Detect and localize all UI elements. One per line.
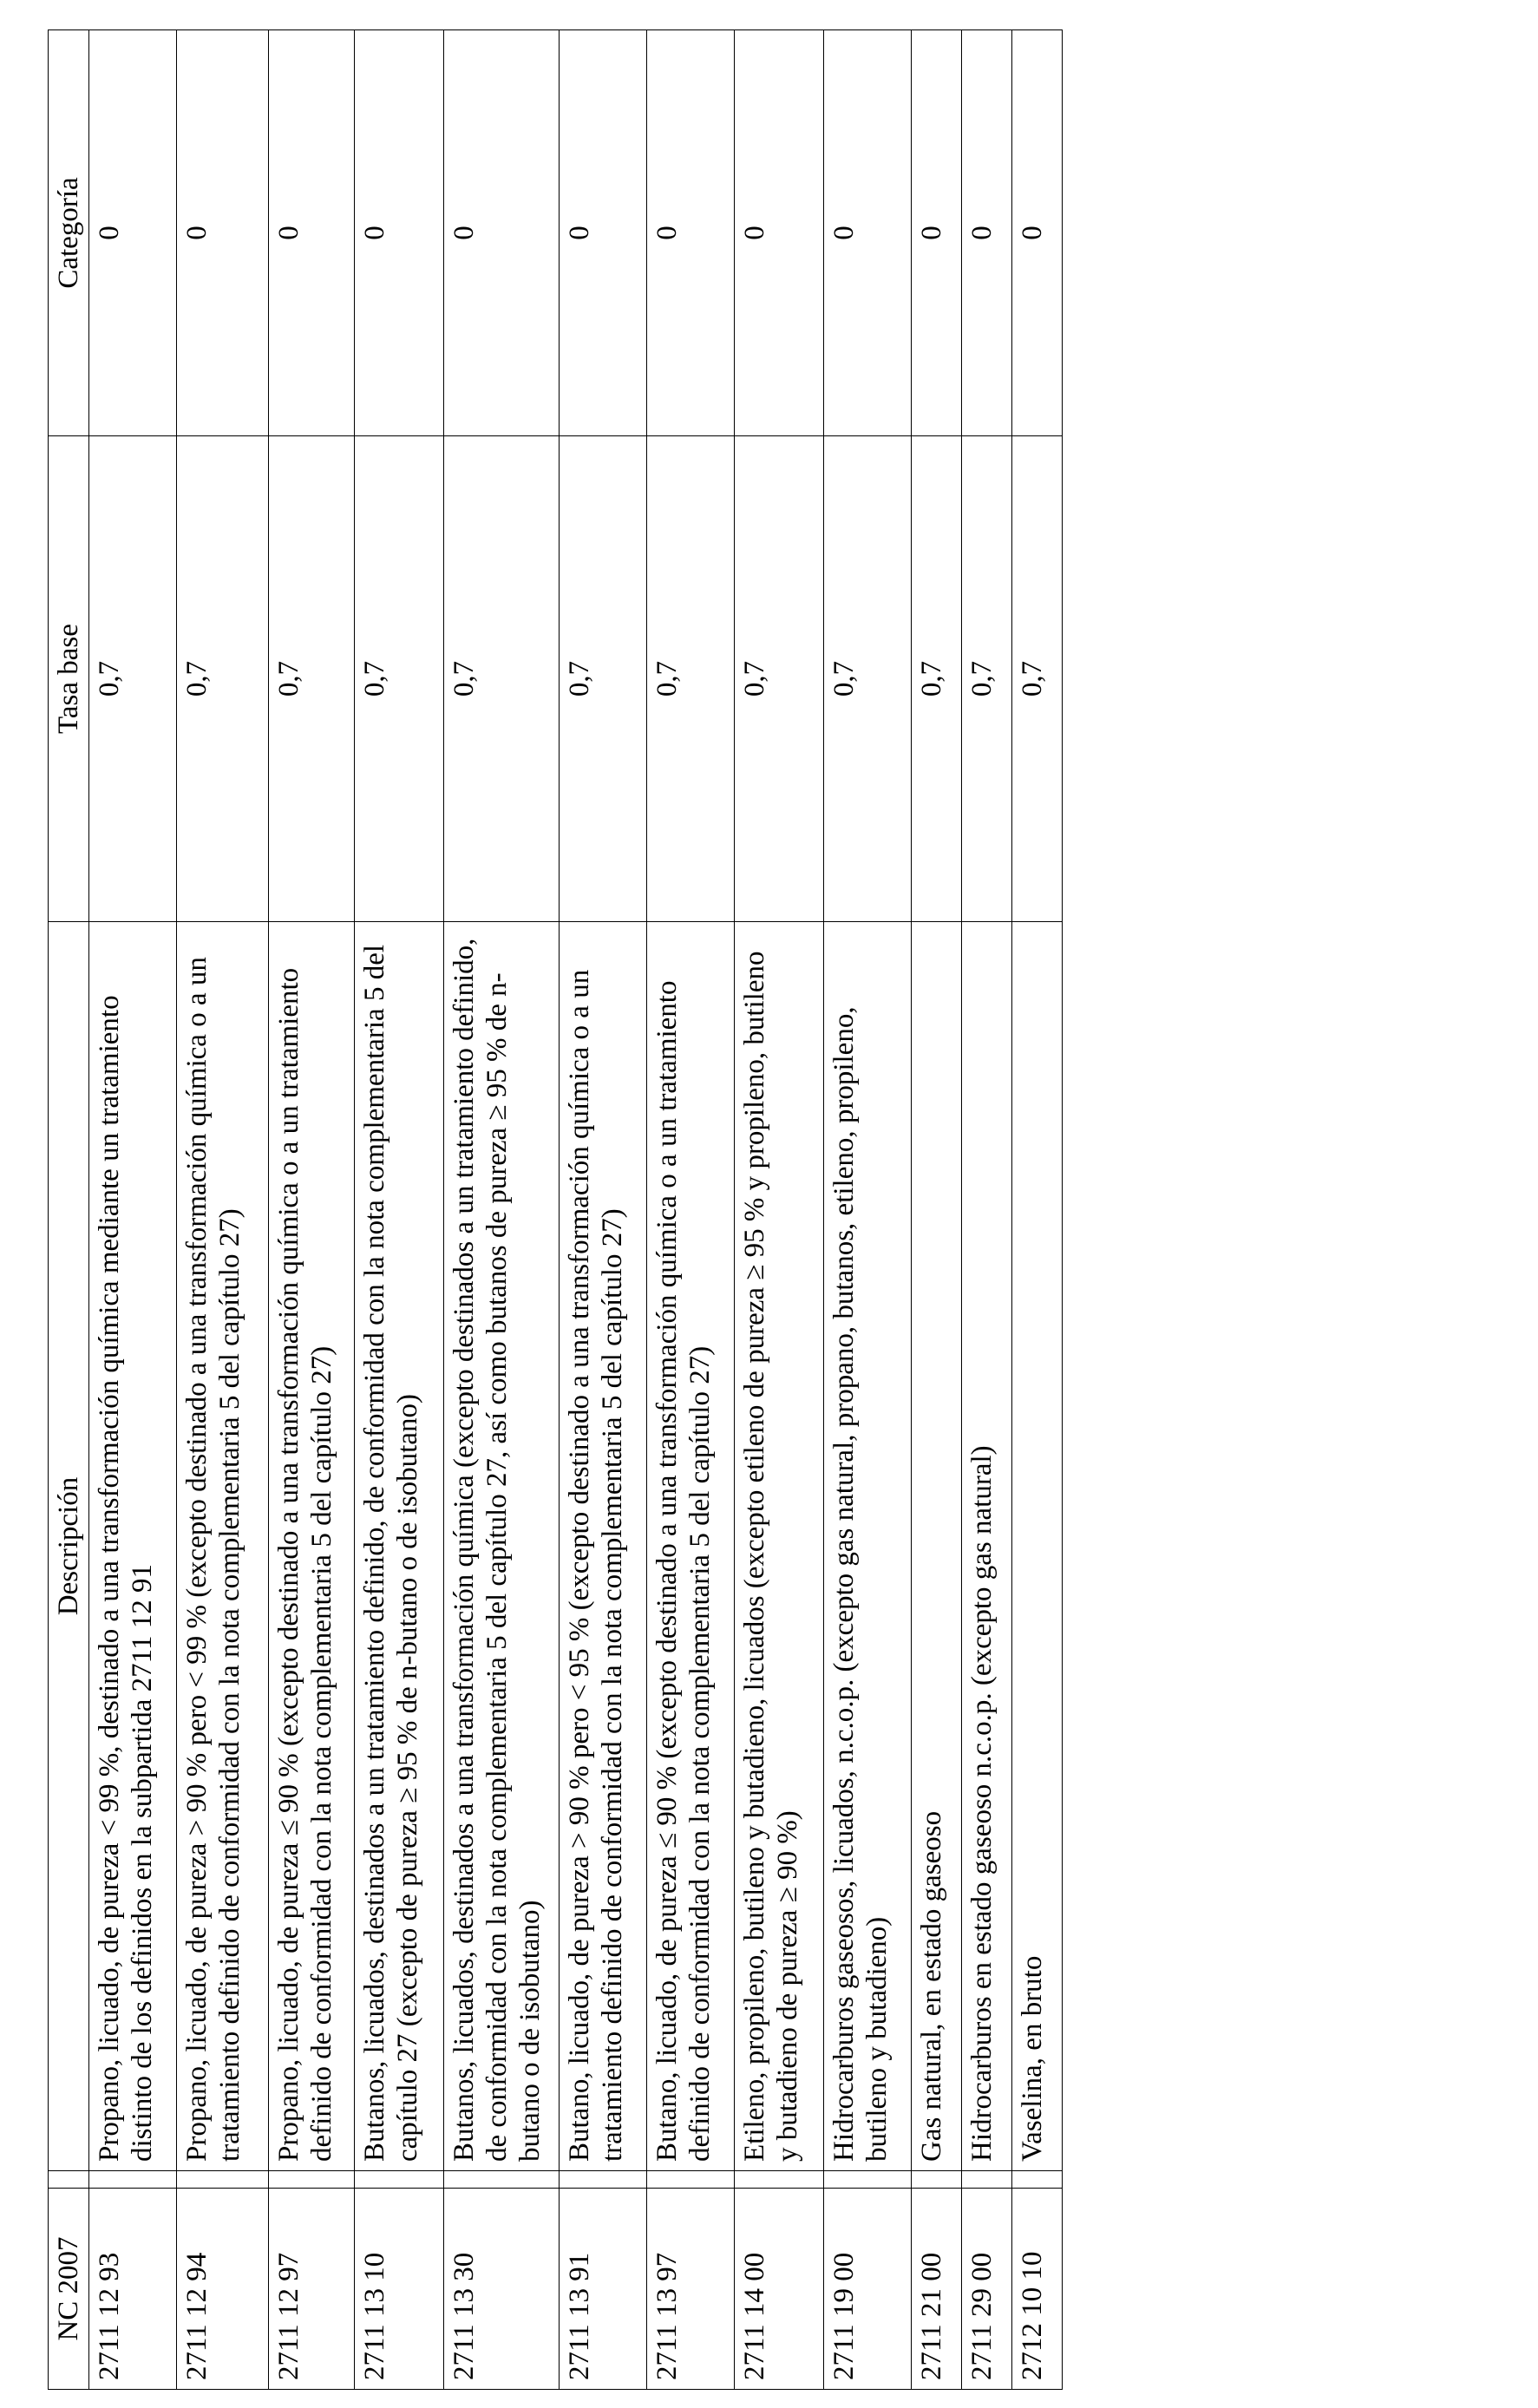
cell-extra	[912, 2171, 962, 2189]
table-row	[912, 30, 962, 2390]
table-row	[1012, 30, 1063, 2390]
cell-code: 2711 13 97	[647, 2189, 735, 2390]
rotated-table-wrapper	[48, 30, 1089, 2390]
cell-category: 0	[1012, 30, 1063, 436]
table-row	[647, 30, 735, 2390]
table-row	[560, 30, 647, 2390]
cell-category: 0	[912, 30, 962, 436]
cell-extra	[269, 2171, 355, 2189]
cell-extra	[177, 2171, 269, 2189]
cell-rate: 0,7	[269, 436, 355, 922]
cell-code: 2711 12 94	[177, 2189, 269, 2390]
cell-rate: 0,7	[177, 436, 269, 922]
header-code: NC 2007	[49, 2189, 89, 2390]
cell-category: 0	[355, 30, 444, 436]
cell-rate: 0,7	[912, 436, 962, 922]
table-row	[962, 30, 1012, 2390]
cell-code: 2711 14 00	[735, 2189, 824, 2390]
table-row	[269, 30, 355, 2390]
cell-description: Propano, licuado, de pureza < 99 %, destinado a una transformación química mediante un tratamiento distinto de los definidos en la subpartida 2711 12 91	[89, 922, 177, 2171]
cell-description: Butano, licuado, de pureza ≤ 90 % (excepto destinado a una transformación química o a un tratamiento definido de conformidad con la nota complementaria 5 del capítulo 27)	[647, 922, 735, 2171]
cell-code: 2711 21 00	[912, 2189, 962, 2390]
cell-code: 2711 29 00	[962, 2189, 1012, 2390]
cell-rate: 0,7	[735, 436, 824, 922]
cell-category: 0	[647, 30, 735, 436]
cell-code: 2711 12 93	[89, 2189, 177, 2390]
header-rate: Tasa base	[49, 436, 89, 922]
cell-category: 0	[560, 30, 647, 436]
cell-code: 2711 13 10	[355, 2189, 444, 2390]
cell-extra	[962, 2171, 1012, 2189]
cell-rate: 0,7	[824, 436, 912, 922]
cell-rate: 0,7	[444, 436, 560, 922]
cell-code: 2711 13 30	[444, 2189, 560, 2390]
header-extra	[49, 2171, 89, 2189]
cell-description: Etileno, propileno, butileno y butadieno, licuados (excepto etileno de pureza ≥ 95 % y propileno, butileno y butadieno de pureza ≥ 90 %)	[735, 922, 824, 2171]
cell-extra	[355, 2171, 444, 2189]
table-row	[89, 30, 177, 2390]
cell-description: Vaselina, en bruto	[1012, 922, 1063, 2171]
cell-extra	[647, 2171, 735, 2189]
cell-extra	[444, 2171, 560, 2189]
cell-category: 0	[735, 30, 824, 436]
cell-extra	[89, 2171, 177, 2189]
table-row	[444, 30, 560, 2390]
table-row	[355, 30, 444, 2390]
cell-description: Butano, licuado, de pureza > 90 % pero < 95 % (excepto destinado a una transformación química o a un tratamiento definido de conformidad con la nota complementaria 5 del capítulo 27)	[560, 922, 647, 2171]
cell-category: 0	[824, 30, 912, 436]
tariff-table	[48, 29, 1063, 2390]
cell-description: Hidrocarburos en estado gaseoso n.c.o.p. (excepto gas natural)	[962, 922, 1012, 2171]
cell-category: 0	[89, 30, 177, 436]
cell-category: 0	[962, 30, 1012, 436]
cell-description: Propano, licuado, de pureza > 90 % pero < 99 % (excepto destinado a una transformación química o a un tratamiento definido de conformidad con la nota complementaria 5 del capítulo 27)	[177, 922, 269, 2171]
table-row	[735, 30, 824, 2390]
cell-extra	[1012, 2171, 1063, 2189]
cell-code: 2711 13 91	[560, 2189, 647, 2390]
cell-rate: 0,7	[647, 436, 735, 922]
cell-code: 2712 10 10	[1012, 2189, 1063, 2390]
cell-rate: 0,7	[560, 436, 647, 922]
cell-description: Butanos, licuados, destinados a un tratamiento definido, de conformidad con la nota complementaria 5 del capítulo 27 (excepto de pureza ≥ 95 % de n-butano o de isobutano)	[355, 922, 444, 2171]
cell-description: Butanos, licuados, destinados a una transformación química (excepto destinados a un tratamiento definido, de conformidad con la nota complementaria 5 del capítulo 27, así como butanos de pureza ≥ 95 % de n-butano o de isobutano)	[444, 922, 560, 2171]
cell-rate: 0,7	[89, 436, 177, 922]
table-row	[824, 30, 912, 2390]
cell-extra	[560, 2171, 647, 2189]
cell-code: 2711 19 00	[824, 2189, 912, 2390]
cell-category: 0	[269, 30, 355, 436]
cell-rate: 0,7	[962, 436, 1012, 922]
table-header-row	[49, 30, 89, 2390]
cell-rate: 0,7	[1012, 436, 1063, 922]
cell-description: Propano, licuado, de pureza ≤ 90 % (excepto destinado a una transformación química o a un tratamiento definido de conformidad con la nota complementaria 5 del capítulo 27)	[269, 922, 355, 2171]
cell-extra	[824, 2171, 912, 2189]
table-row	[177, 30, 269, 2390]
cell-code: 2711 12 97	[269, 2189, 355, 2390]
cell-extra	[735, 2171, 824, 2189]
cell-description: Gas natural, en estado gaseoso	[912, 922, 962, 2171]
cell-description: Hidrocarburos gaseosos, licuados, n.c.o.p. (excepto gas natural, propano, butanos, etileno, propileno, butileno y butadieno)	[824, 922, 912, 2171]
cell-category: 0	[177, 30, 269, 436]
header-description: Descripción	[49, 922, 89, 2171]
cell-category: 0	[444, 30, 560, 436]
cell-rate: 0,7	[355, 436, 444, 922]
header-category: Categoría	[49, 30, 89, 436]
